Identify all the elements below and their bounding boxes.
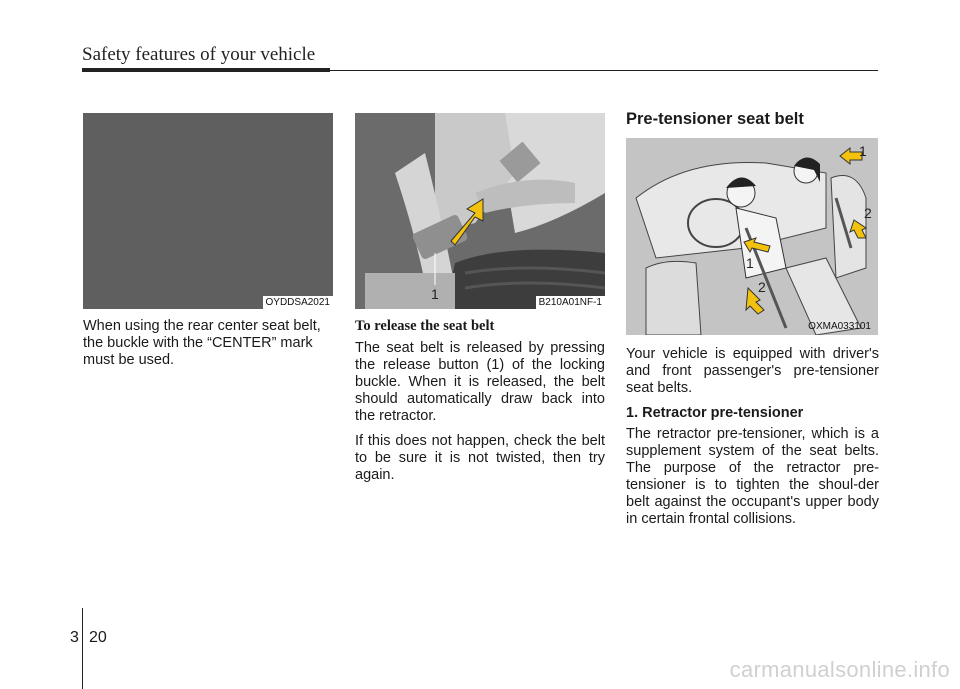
pretensioner-intro-paragraph: Your vehicle is equipped with driver's and front passenger's pre-tensioner seat belts. [626,346,879,396]
column-2 [355,318,605,492]
callout-number: 2 [864,205,872,221]
callout-number: 1 [431,286,439,302]
column-3 [626,346,879,536]
page-number: 20 [89,629,107,646]
figure-code-label: OXMA033101 [808,321,871,332]
footer-divider [82,608,83,689]
figure-code-label: OYDDSA2021 [263,296,333,309]
header-rule-thick [82,68,330,72]
section-heading-pretensioner: Pre-tensioner seat belt [626,110,804,128]
callout-number: 1 [859,143,867,159]
release-belt-paragraph-2: If this does not happen, check the belt to be sure it is not twisted, then try again. [355,433,605,483]
callout-number: 2 [758,279,766,295]
center-belt-paragraph: When using the rear center seat belt, the buckle with the “CENTER” mark must be used. [83,318,321,368]
watermark: carmanualsonline.info [729,657,950,682]
figure-pretensioner [626,138,878,335]
release-belt-subheading: To release the seat belt [355,318,495,334]
figure-code-label: B210A01NF-1 [536,296,605,309]
header-rule-thin [330,70,878,71]
figure-center-seat-belt [83,113,333,309]
seat-belt-release-illustration [355,113,605,309]
retractor-pretensioner-paragraph: The retractor pre-tensioner, which is a supplement system of the seat belts. The purpose of the retractor pre-tensioner is to tighten the shoul-der belt against the occupant's upper body in certain frontal collisions. [626,426,879,527]
page-header-title: Safety features of your vehicle [82,44,316,65]
release-belt-paragraph-1: The seat belt is released by pressing the release button (1) of the locking buckle. When it is released, the belt should automatically draw back into the retractor. [355,340,605,424]
pretensioner-illustration [626,138,878,335]
chapter-number: 3 [70,629,79,646]
figure-release-seat-belt [355,113,605,309]
retractor-pretensioner-subheading: 1. Retractor pre-tensioner [626,405,804,421]
column-1 [83,318,334,377]
callout-number: 1 [746,255,754,271]
